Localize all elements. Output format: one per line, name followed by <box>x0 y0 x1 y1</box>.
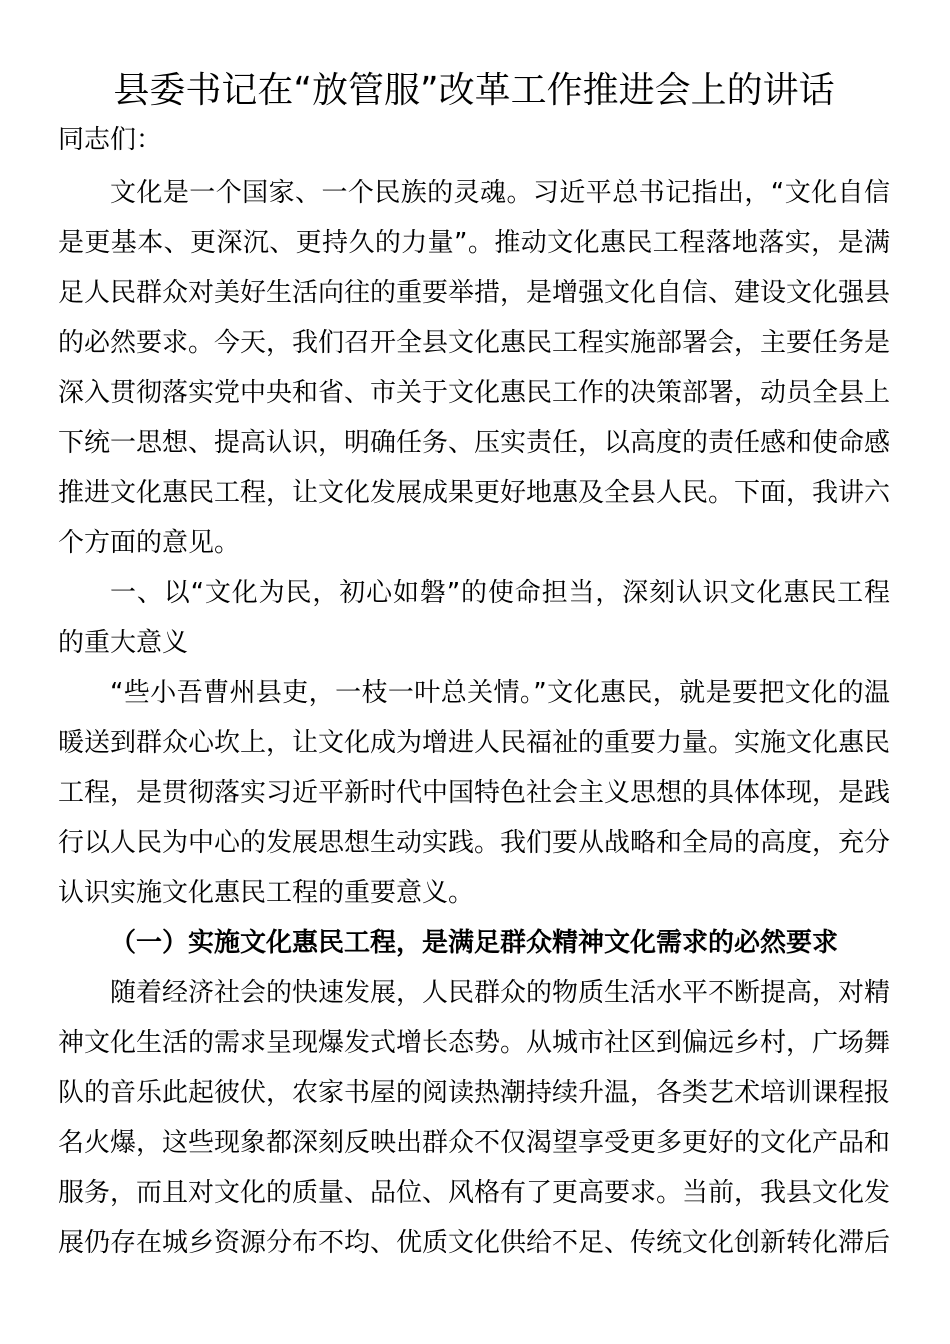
document-title: 县委书记在“放管服”改革工作推进会上的讲话 <box>113 70 835 111</box>
document-page <box>58 64 890 1268</box>
paragraph-significance: “些小吾曹州县吏，一枝一叶总关情。”文化惠民，就是要把文化的温暖送到群众心坎上，让文化成为增进人民福祉的重要力量。实施文化惠民工程，是贯彻落实习近平新时代中国特色社会主义思想的具体体现，是践行以人民为中心的发展思想生动实践。我们要从战略和全局的高度，充分认识实施文化惠民工程的重要意义。 <box>58 678 891 908</box>
paragraph-demand: 随着经济社会的快速发展，人民群众的物质生活水平不断提高，对精神文化生活的需求呈现爆发式增长态势。从城市社区到偏远乡村，广场舞队的音乐此起彼伏，农家书屋的阅读热潮持续升温，各类艺术培训课程报名火爆，这些现象都深刻反映出群众不仅渴望享受更多更好的文化产品和服务，而且对文化的质量、品位、风格有了更高要求。当前，我县文化发展仍存在城乡资源分布不均、优质文化供给不足、传统文化创新转化滞后 <box>58 978 891 1258</box>
paragraph-intro: 文化是一个国家、一个民族的灵魂。习近平总书记指出，“文化自信是更基本、更深沉、更持久的力量”。推动文化惠民工程落地落实，是满足人民群众对美好生活向往的重要举措，是增强文化自信、建设文化强县的必然要求。今天，我们召开全县文化惠民工程实施部署会，主要任务是深入贯彻落实党中央和省、市关于文化惠民工作的决策部署，动员全县上下统一思想、提高认识，明确任务、压实责任，以高度的责任感和使命感推进文化惠民工程，让文化发展成果更好地惠及全县人民。下面，我讲六个方面的意见。 <box>58 178 891 558</box>
salutation: 同志们： <box>58 125 163 155</box>
section-heading-one: 一、以“文化为民，初心如磐”的使命担当，深刻认识文化惠民工程的重大意义 <box>58 578 890 658</box>
subheading-one: （一）实施文化惠民工程，是满足群众精神文化需求的必然要求 <box>110 928 839 958</box>
